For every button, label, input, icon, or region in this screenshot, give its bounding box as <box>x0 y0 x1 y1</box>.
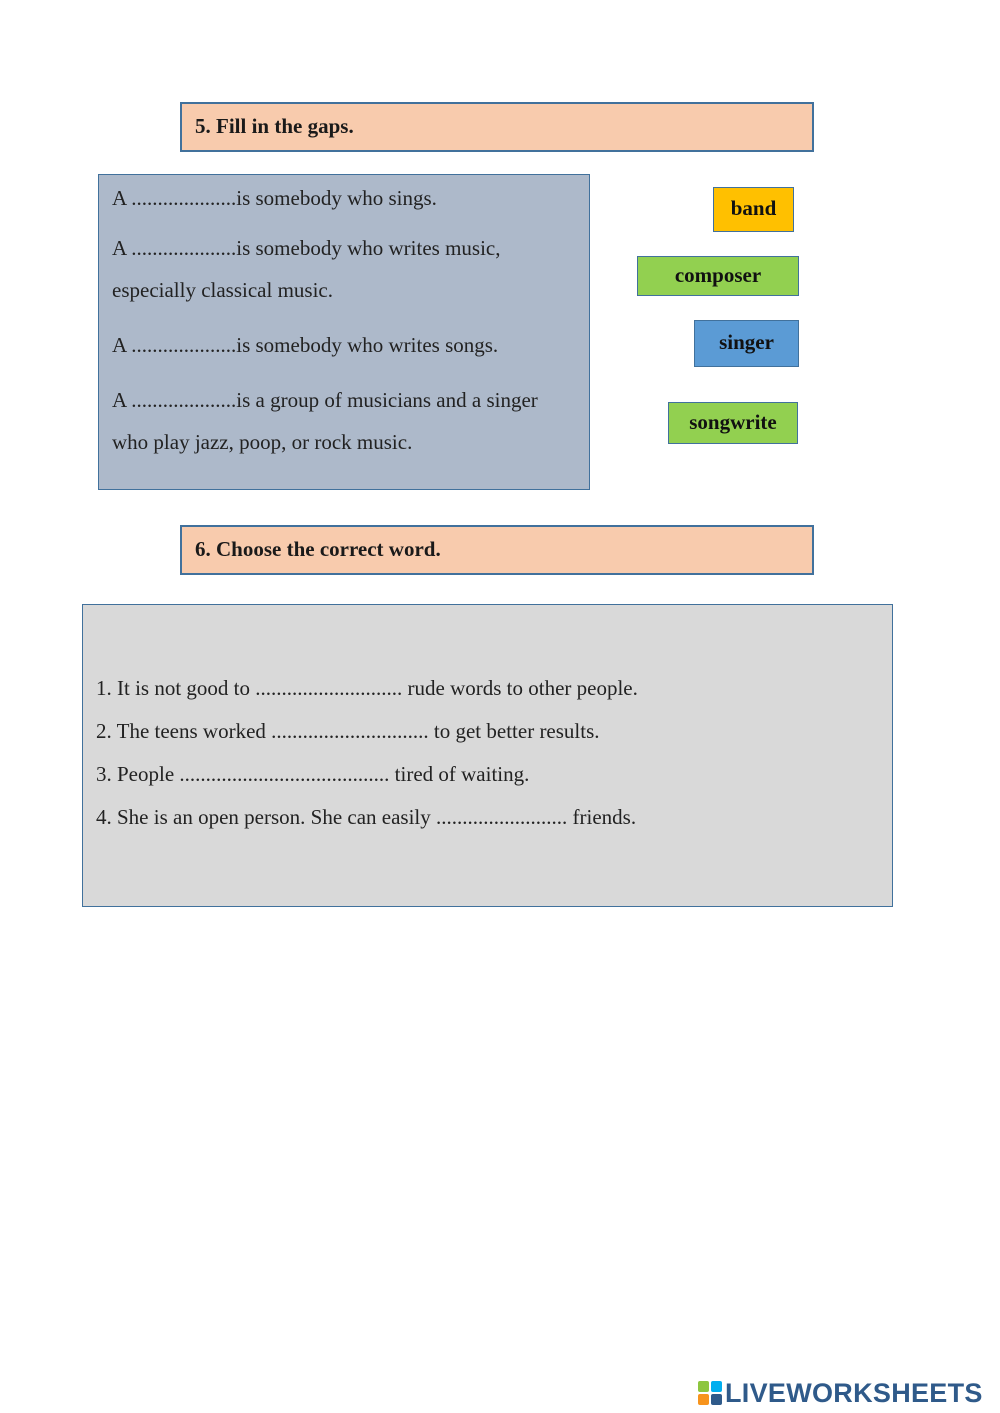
word-tile-band[interactable]: band <box>713 187 794 232</box>
choose-sentence-1: 1. It is not good to ............................ rude words to other people. <box>96 676 638 700</box>
fill-sentence-3: A ....................is somebody who writes songs. <box>112 333 499 357</box>
section-6-header <box>180 525 814 575</box>
fill-sentence-2: A ....................is somebody who writes music, especially classical music. <box>112 236 501 302</box>
logo-text: LIVEWORKSHEETS <box>725 1377 983 1408</box>
fill-sentence-4: A ....................is a group of musicians and a singer who play jazz, poop, or rock music. <box>112 388 538 454</box>
word-tile-composer[interactable]: composer <box>637 256 799 296</box>
section-6-title: 6. Choose the correct word. <box>195 537 441 561</box>
logo-square <box>698 1381 709 1392</box>
choose-word-box <box>82 604 893 907</box>
section-5-header <box>180 102 814 152</box>
fill-sentence-1: A ....................is somebody who sings. <box>112 186 437 210</box>
word-tile-singer[interactable]: singer <box>694 320 799 367</box>
fill-gaps-box <box>98 174 590 490</box>
choose-sentence-2: 2. The teens worked .............................. to get better results. <box>96 719 600 743</box>
logo-mark-icon <box>698 1381 722 1405</box>
choose-sentence-4: 4. She is an open person. She can easily ......................... friends. <box>96 805 637 829</box>
word-tile-songwrite[interactable]: songwrite <box>668 402 798 444</box>
liveworksheets-logo <box>698 1378 983 1408</box>
logo-square <box>711 1394 722 1405</box>
choose-sentence-3: 3. People ........................................ tired of waiting. <box>96 762 530 786</box>
section-5-title: 5. Fill in the gaps. <box>195 114 354 138</box>
logo-square <box>711 1381 722 1392</box>
logo-square <box>698 1394 709 1405</box>
